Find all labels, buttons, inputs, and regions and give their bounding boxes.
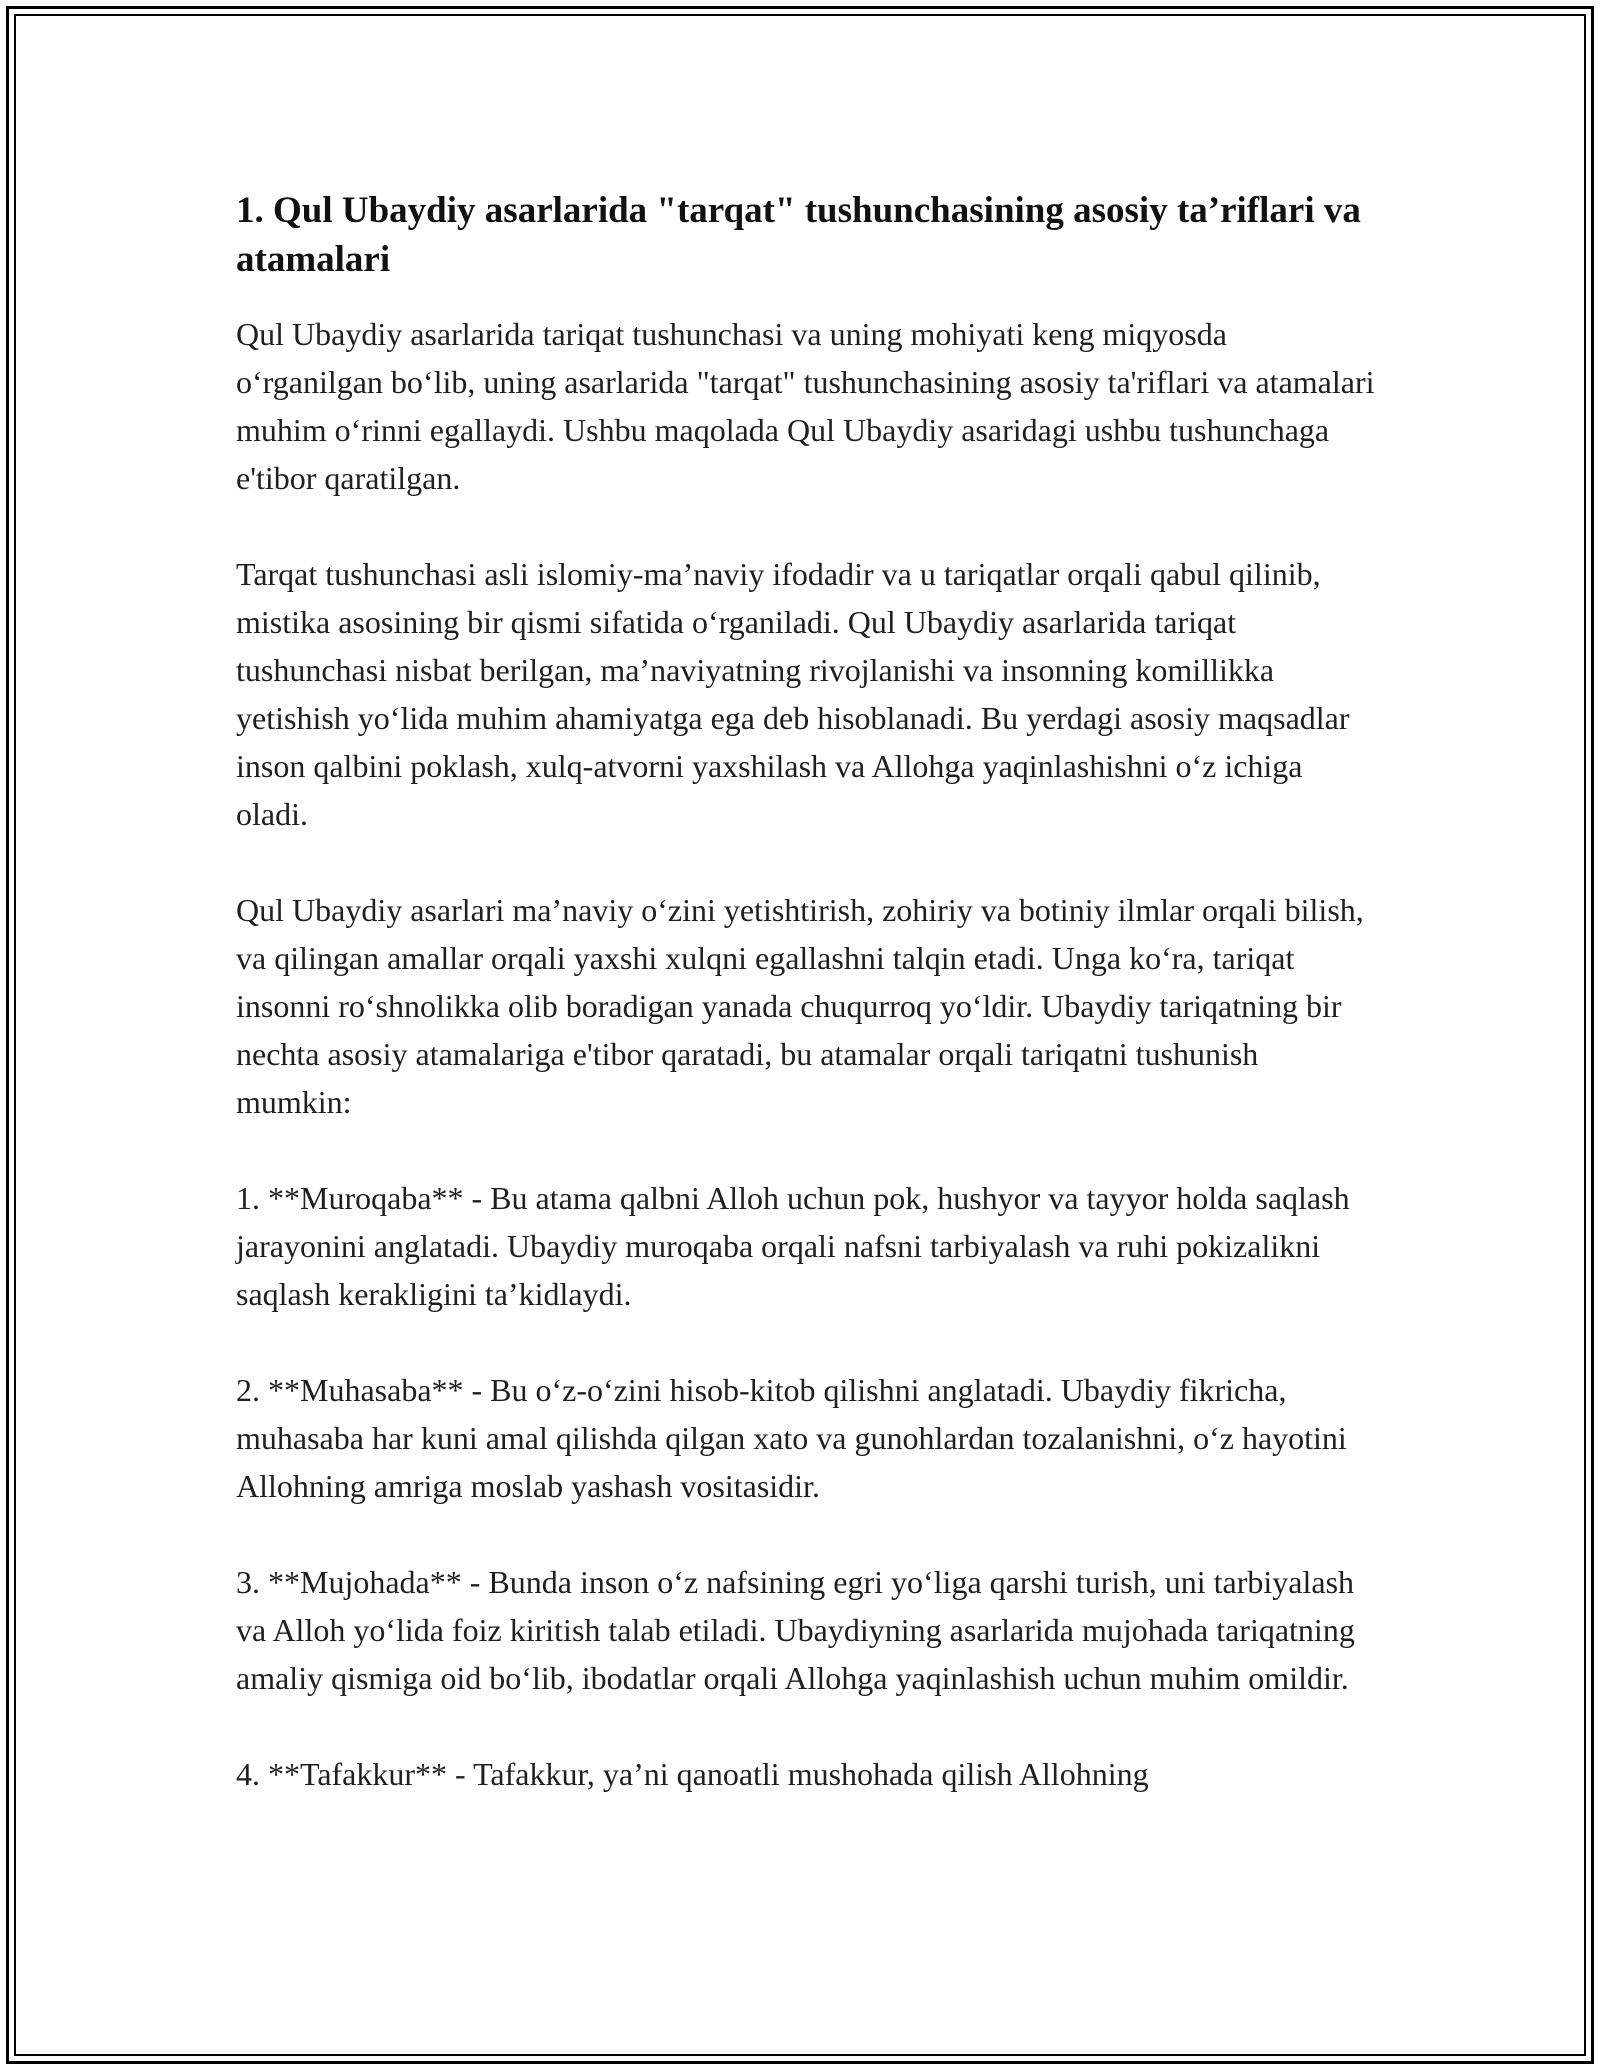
key-terms-intro-paragraph: Qul Ubaydiy asarlari ma’naviy o‘zini yetishtirish, zohiriy va botiniy ilmlar orqali bilish, va qilingan amallar orqali yaxshi xulqni egallashni talqin etadi. Unga ko‘ra, tariqat insonni ro‘shnolikka olib boradigan yanada chuqurroq yo‘ldir. Ubaydiy tariqatning bir nechta asosiy atamalariga e'tibor qaratadi, bu atamalar orqali tariqatni tushunish mumkin: [236, 892, 1364, 1120]
term-muroqaba-paragraph: 1. **Muroqaba** - Bu atama qalbni Alloh uchun pok, hushyor va tayyor holda saqlash jarayonini anglatadi. Ubaydiy muroqaba orqali nafsni tarbiyalash va ruhi pokizalikni saqlash kerakligini ta’kidlaydi. [236, 1180, 1350, 1312]
term-muhasaba-paragraph: 2. **Muhasaba** - Bu o‘z-o‘zini hisob-kitob qilishni anglatadi. Ubaydiy fikricha, muhasaba har kuni amal qilishda qilgan xato va gunohlardan tozalanishni, o‘z hayotini Allohning amriga moslab yashash vositasidir. [236, 1372, 1347, 1504]
term-tafakkur-paragraph: 4. **Tafakkur** - Tafakkur, ya’ni qanoatli mushohada qilish Allohning [236, 1756, 1149, 1792]
term-mujohada-paragraph: 3. **Mujohada** - Bunda inson o‘z nafsining egri yo‘liga qarshi turish, uni tarbiyalash va Alloh yo‘lida foiz kiritish talab etiladi. Ubaydiyning asarlarida mujohada tariqatning amaliy qismiga oid bo‘lib, ibodatlar orqali Allohga yaqinlashish uchun muhim omildir. [236, 1564, 1355, 1696]
tariqat-concept-paragraph: Tarqat tushunchasi asli islomiy-ma’naviy ifodadir va u tariqatlar orqali qabul qilinib, mistika asosining bir qismi sifatida o‘rganiladi. Qul Ubaydiy asarlarida tariqat tushunchasi nisbat berilgan, ma’naviyatning rivojlanishi va insonning komillikka yetishish yo‘lida muhim ahamiyatga ega deb hisoblanadi. Bu yerdagi asosiy maqsadlar inson qalbini poklash, xulq-atvorni yaxshilash va Allohga yaqinlashishni o‘z ichiga oladi. [236, 556, 1350, 832]
intro-paragraph: Qul Ubaydiy asarlarida tariqat tushunchasi va uning mohiyati keng miqyosda o‘rganilgan bo‘lib, uning asarlarida "tarqat" tushunchasining asosiy ta'riflari va atamalari muhim o‘rinni egallaydi. Ushbu maqolada Qul Ubaydiy asaridagi ushbu tushunchaga e'tibor qaratilgan. [236, 316, 1375, 496]
section-title: 1. Qul Ubaydiy asarlarida "tarqat" tushunchasining asosiy ta’riflari va atamalari [236, 190, 1361, 280]
document-body [236, 186, 1376, 1846]
